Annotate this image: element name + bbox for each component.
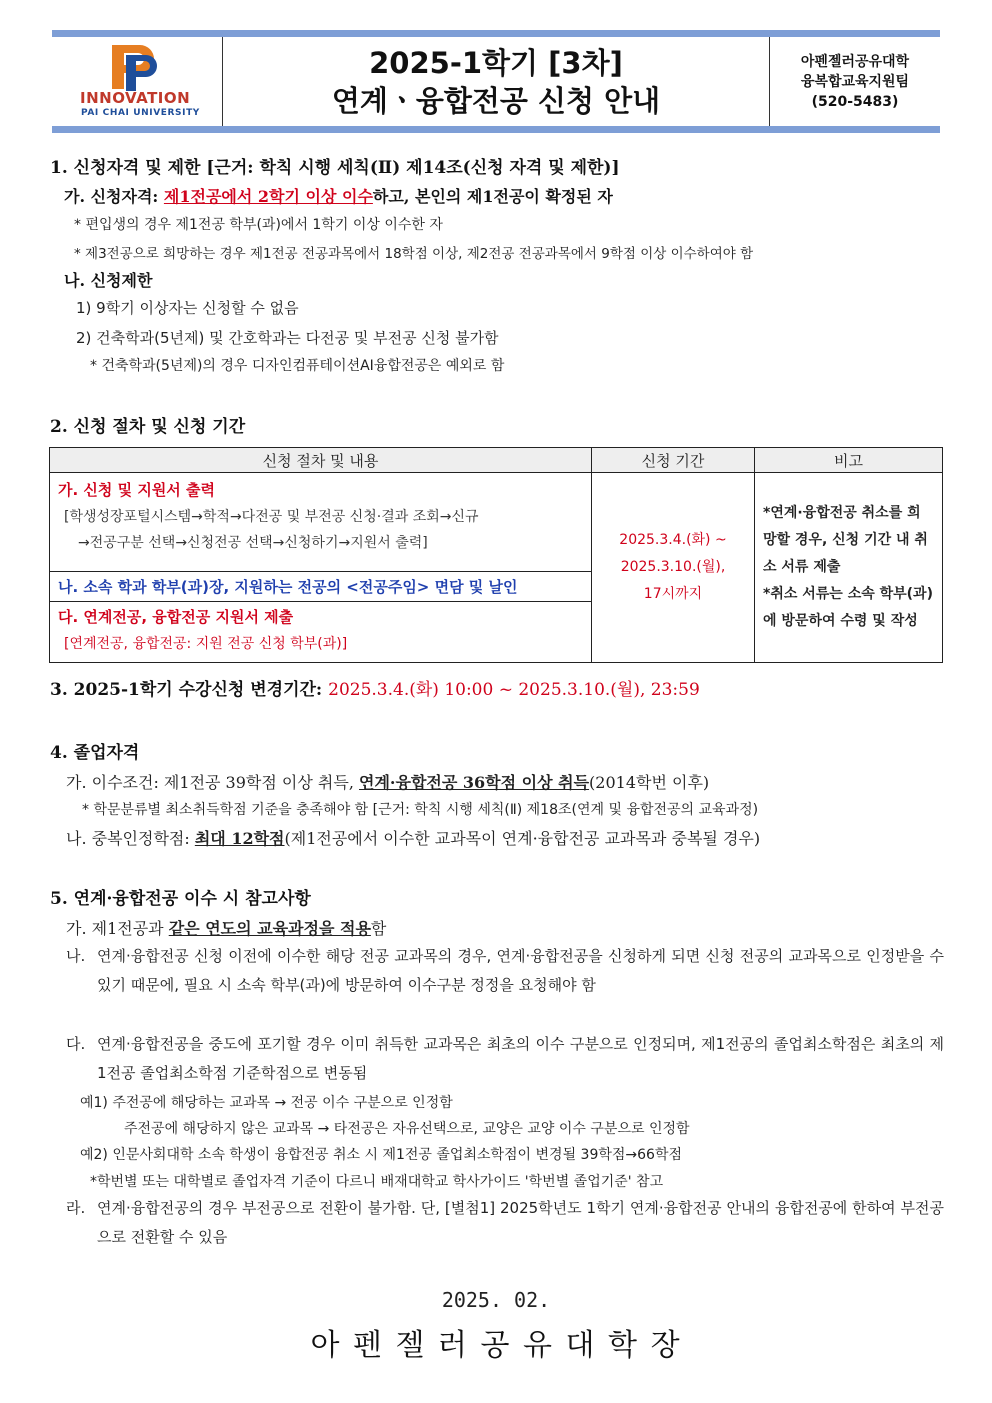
remark-cell bbox=[755, 473, 943, 663]
section1-note2: * 제3전공으로 희망하는 경우 제1전공 전공과목에서 18학점 이상, 제2전공 전공과목에서 9학점 이상 이수하여야 함 bbox=[74, 246, 754, 262]
section5-example-note: *학번별 또는 대학별로 졸업자격 기준이 다르니 배재대학교 학사가이드 '학번별 졸업기준' 참고 bbox=[90, 1174, 664, 1190]
section4-a-note: * 학문분류별 최소취득학점 기준을 충족해야 함 [근거: 학칙 시행 세칙(Ⅱ) 제18조(연계 및 융합전공의 교육과정) bbox=[82, 802, 759, 818]
section5-title: 5. 연계·융합전공 이수 시 참고사항 bbox=[50, 889, 311, 909]
header-bottom-bar bbox=[52, 126, 940, 133]
section4-a bbox=[66, 770, 709, 793]
org-block bbox=[770, 37, 940, 126]
table-header-remark: 비고 bbox=[755, 448, 943, 473]
section5-b bbox=[66, 942, 944, 1000]
section5-b-label: 나. bbox=[66, 947, 86, 965]
step-b-title: 나. 소속 학과 학부(과)장, 지원하는 전공의 <전공주임> 면담 및 날인 bbox=[58, 578, 518, 596]
university-logo bbox=[52, 37, 223, 126]
section5-example1-line1: 예1) 주전공에 해당하는 교과목 → 전공 이수 구분으로 인정함 bbox=[80, 1095, 453, 1111]
section5-d bbox=[66, 1194, 944, 1252]
step-a-sub2: →전공구분 선택→신청전공 선택→신청하기→지원서 출력] bbox=[78, 535, 428, 551]
step-a-sub1: [학생성장포털시스템→학적→다전공 및 부전공 신청·결과 조회→신규 bbox=[64, 509, 479, 525]
section3-period: 2025.3.4.(화) 10:00 ~ 2025.3.10.(월), 23:59 bbox=[328, 680, 700, 700]
section5-c-label: 다. bbox=[66, 1035, 86, 1053]
section4-b-post: (제1전공에서 이수한 교과목이 연계·융합전공 교과목과 중복될 경우) bbox=[284, 829, 761, 848]
section5-b-text: 연계·융합전공 신청 이전에 이수한 해당 전공 교과목의 경우, 연계·융합전공을 신청하게 되면 신청 전공의 교과목으로 인정받을 수 있기 때문에, 필요 시 소속 학부(과)에 방문하여 이수구분 정정을 요청해야 함 bbox=[97, 947, 944, 994]
footer-date: 2025. 02. bbox=[441, 1288, 551, 1312]
logo-innovation-text: INNOVATION bbox=[80, 89, 191, 107]
header-top-bar bbox=[52, 30, 940, 37]
section4-a-bold: 연계·융합전공 36학점 이상 취득 bbox=[359, 773, 590, 792]
section3-title: 3. 2025-1학기 수강신청 변경기간: bbox=[50, 680, 329, 700]
section1-b-label: 나. 신청제한 bbox=[64, 271, 153, 290]
section2-title: 2. 신청 절차 및 신청 기간 bbox=[50, 417, 246, 437]
table-row-step-c bbox=[50, 602, 592, 663]
section1-a-label: 가. 신청자격: bbox=[64, 187, 164, 206]
step-c-title: 다. 연계전공, 융합전공 지원서 제출 bbox=[58, 608, 294, 626]
period-line3: 17시까지 bbox=[643, 586, 703, 602]
remark-1: *연계·융합전공 취소를 희망할 경우, 신청 기간 내 취소 서류 제출 bbox=[763, 505, 928, 575]
step-a-title: 가. 신청 및 지원서 출력 bbox=[58, 481, 215, 499]
section1-b1: 1) 9학기 이상자는 신청할 수 없음 bbox=[76, 299, 299, 317]
step-c-sub: [연계전공, 융합전공: 지원 전공 신청 학부(과)] bbox=[64, 636, 348, 652]
section4-b-pre: 나. 중복인정학점: bbox=[66, 829, 195, 848]
period-cell bbox=[592, 473, 755, 663]
section1-title: 1. 신청자격 및 제한 [근거: 학칙 시행 세칙(Ⅱ) 제14조(신청 자격 및 제한)] bbox=[50, 158, 620, 178]
table-header-period: 신청 기간 bbox=[592, 448, 755, 473]
section5-a-bold: 같은 연도의 교육과정을 적용 bbox=[168, 919, 371, 938]
section5-c-text: 연계·융합전공을 중도에 포기할 경우 이미 취득한 교과목은 최초의 이수 구분으로 인정되며, 제1전공의 졸업최소학점은 최초의 제1전공 졸업최소학점 기준학점으로 변동됨 bbox=[97, 1035, 944, 1082]
section5-example1-line2: 주전공에 해당하지 않은 교과목 → 타전공은 자유선택으로, 교양은 교양 이수 구분으로 인정함 bbox=[124, 1121, 690, 1137]
pai-chai-logo-icon bbox=[104, 41, 164, 93]
section4-b bbox=[66, 826, 760, 849]
page-title-line1: 2025-1학기 [3차] bbox=[369, 45, 623, 80]
remark-2: *취소 서류는 소속 학부(과)에 방문하여 수령 및 작성 bbox=[763, 586, 933, 629]
period-line1: 2025.3.4.(화) ~ bbox=[619, 532, 727, 548]
section5-example2: 예2) 인문사회대학 소속 학생이 융합전공 취소 시 제1전공 졸업최소학점이 변경될 39학점→66학점 bbox=[80, 1147, 682, 1163]
section3 bbox=[50, 675, 700, 700]
period-line2: 2025.3.10.(월), bbox=[620, 559, 726, 575]
section5-c bbox=[66, 1030, 944, 1088]
section4-a-post: (2014학번 이후) bbox=[589, 773, 710, 792]
table-row-step-a bbox=[50, 473, 592, 572]
section4-b-bold: 최대 12학점 bbox=[194, 829, 285, 848]
org-team: 융복합교육지원팀 bbox=[800, 73, 910, 90]
section1-b2: 2) 건축학과(5년제) 및 간호학과는 다전공 및 부전공 신청 불가함 bbox=[76, 329, 499, 347]
section4-title: 4. 졸업자격 bbox=[50, 743, 140, 763]
section1-a bbox=[64, 184, 613, 207]
table-row-step-b bbox=[50, 572, 592, 602]
footer-signer: 아 펜 젤 러 공 유 대 학 장 bbox=[310, 1328, 682, 1363]
section1-b2-note: * 건축학과(5년제)의 경우 디자인컴퓨테이션AI융합전공은 예외로 함 bbox=[90, 358, 505, 374]
org-phone: (520-5483) bbox=[811, 93, 899, 110]
org-name: 아펜젤러공유대학 bbox=[800, 53, 910, 70]
page-title-line2: 연계ㆍ융합전공 신청 안내 bbox=[331, 83, 661, 118]
section1-a-highlight: 제1전공에서 2학기 이상 이수 bbox=[163, 187, 373, 206]
table-header-procedure: 신청 절차 및 내용 bbox=[50, 448, 592, 473]
procedure-table bbox=[49, 447, 943, 663]
section1-note1: * 편입생의 경우 제1전공 학부(과)에서 1학기 이상 이수한 자 bbox=[74, 217, 443, 233]
section5-a-pre: 가. 제1전공과 bbox=[66, 919, 169, 938]
section1-a-rest: 하고, 본인의 제1전공이 확정된 자 bbox=[372, 187, 613, 206]
section5-a bbox=[66, 916, 386, 939]
section5-d-label: 라. bbox=[66, 1199, 86, 1217]
document-header bbox=[52, 30, 940, 133]
title-block bbox=[223, 37, 770, 126]
logo-university-text: PAI CHAI UNIVERSITY bbox=[81, 108, 200, 118]
section5-d-text: 연계·융합전공의 경우 부전공으로 전환이 불가함. 단, [별첨1] 2025학년도 1학기 연계·융합전공 안내의 융합전공에 한하여 부전공으로 전환할 수 있음 bbox=[97, 1199, 944, 1246]
section5-a-post: 함 bbox=[370, 919, 387, 938]
section4-a-pre: 가. 이수조건: 제1전공 39학점 이상 취득, bbox=[66, 773, 360, 792]
